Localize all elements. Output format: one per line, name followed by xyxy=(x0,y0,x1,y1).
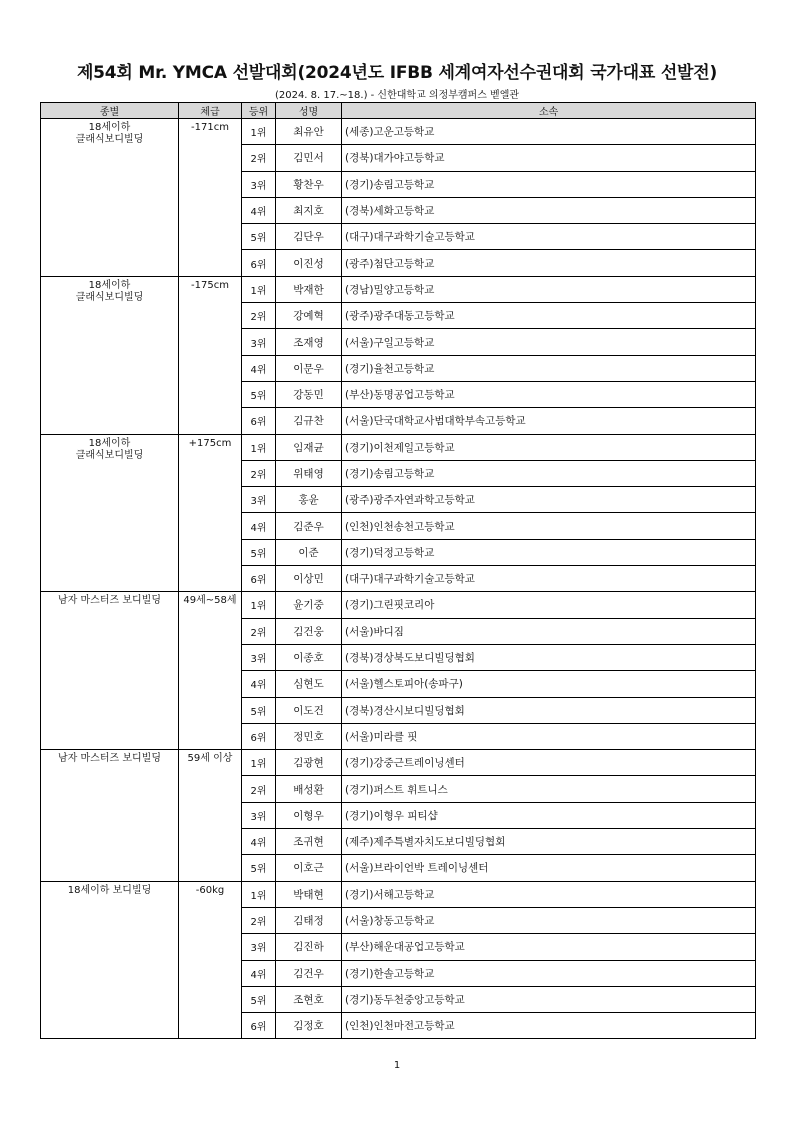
rank-cell: 4위 xyxy=(242,197,276,223)
affiliation-cell: (광주)첨단고등학교 xyxy=(342,250,756,276)
name-cell: 배성환 xyxy=(276,776,342,802)
affiliation-cell: (세종)고운고등학교 xyxy=(342,119,756,145)
affiliation-cell: (경기)송림고등학교 xyxy=(342,460,756,486)
affiliation-cell: (경북)경상북도보디빌딩협회 xyxy=(342,644,756,670)
affiliation-cell: (서울)미라클 핏 xyxy=(342,723,756,749)
rank-cell: 2위 xyxy=(242,907,276,933)
category-cell xyxy=(41,881,179,1039)
rank-cell: 2위 xyxy=(242,303,276,329)
weight-class-cell: -60kg xyxy=(179,881,242,1039)
rank-cell: 5위 xyxy=(242,697,276,723)
category-cell xyxy=(41,750,179,881)
category-line: 클래식보디빌딩 xyxy=(75,134,144,145)
rank-cell: 1위 xyxy=(242,434,276,460)
name-cell: 박태현 xyxy=(276,881,342,907)
name-cell: 김정호 xyxy=(276,1013,342,1039)
name-cell: 조재영 xyxy=(276,329,342,355)
affiliation-cell: (경기)그린핏코리아 xyxy=(342,592,756,618)
name-cell: 조현호 xyxy=(276,986,342,1012)
weight-class-cell: -175cm xyxy=(179,276,242,434)
header-affiliation: 소속 xyxy=(342,103,756,119)
rank-cell: 3위 xyxy=(242,934,276,960)
category-cell xyxy=(41,592,179,750)
rank-cell: 6위 xyxy=(242,408,276,434)
name-cell: 김준우 xyxy=(276,513,342,539)
affiliation-cell: (인천)인천송천고등학교 xyxy=(342,513,756,539)
affiliation-cell: (경남)밀양고등학교 xyxy=(342,276,756,302)
name-cell: 강동민 xyxy=(276,381,342,407)
table-row xyxy=(41,119,756,145)
category-line: 18세이하 보디빌딩 xyxy=(67,884,152,896)
affiliation-cell: (경기)덕정고등학교 xyxy=(342,539,756,565)
rank-cell: 5위 xyxy=(242,539,276,565)
affiliation-cell: (경기)송림고등학교 xyxy=(342,171,756,197)
table-row xyxy=(41,750,756,776)
name-cell: 이준 xyxy=(276,539,342,565)
rank-cell: 2위 xyxy=(242,145,276,171)
name-cell: 정민호 xyxy=(276,723,342,749)
affiliation-cell: (대구)대구과학기술고등학교 xyxy=(342,566,756,592)
affiliation-cell: (서울)헬스토피아(송파구) xyxy=(342,671,756,697)
affiliation-cell: (서울)구일고등학교 xyxy=(342,329,756,355)
affiliation-cell: (부산)해운대공업고등학교 xyxy=(342,934,756,960)
affiliation-cell: (경기)율천고등학교 xyxy=(342,355,756,381)
category-cell xyxy=(41,434,179,592)
category-cell xyxy=(41,276,179,434)
table-row xyxy=(41,592,756,618)
rank-cell: 4위 xyxy=(242,829,276,855)
results-table xyxy=(40,102,756,1039)
affiliation-cell: (경기)퍼스트 휘트니스 xyxy=(342,776,756,802)
rank-cell: 2위 xyxy=(242,776,276,802)
name-cell: 심현도 xyxy=(276,671,342,697)
weight-class-cell: -171cm xyxy=(179,119,242,277)
rank-cell: 5위 xyxy=(242,855,276,881)
rank-cell: 5위 xyxy=(242,381,276,407)
affiliation-cell: (서울)브라이언박 트레이닝센터 xyxy=(342,855,756,881)
name-cell: 김건웅 xyxy=(276,618,342,644)
affiliation-cell: (광주)광주대동고등학교 xyxy=(342,303,756,329)
name-cell: 이문우 xyxy=(276,355,342,381)
name-cell: 이진성 xyxy=(276,250,342,276)
name-cell: 김광현 xyxy=(276,750,342,776)
header-category: 종별 xyxy=(41,103,179,119)
rank-cell: 6위 xyxy=(242,250,276,276)
name-cell: 강예혁 xyxy=(276,303,342,329)
rank-cell: 3위 xyxy=(242,171,276,197)
category-line: 남자 마스터즈 보디빌딩 xyxy=(58,753,161,765)
category-line: 클래식보디빌딩 xyxy=(75,449,144,461)
affiliation-cell: (대구)대구과학기술고등학교 xyxy=(342,224,756,250)
category-line: 남자 마스터즈 보디빌딩 xyxy=(58,595,161,607)
name-cell: 최지호 xyxy=(276,197,342,223)
header-rank: 등위 xyxy=(242,103,276,119)
affiliation-cell: (경기)한솔고등학교 xyxy=(342,960,756,986)
affiliation-cell: (경북)대가야고등학교 xyxy=(342,145,756,171)
document-title: 제54회 Mr. YMCA 선발대회(2024년도 IFBB 세계여자선수권대회 국가대표 선발전) xyxy=(76,63,718,83)
category-line: 18세이하 xyxy=(88,279,131,291)
rank-cell: 3위 xyxy=(242,644,276,670)
header-name: 성명 xyxy=(276,103,342,119)
name-cell: 김진하 xyxy=(276,934,342,960)
rank-cell: 6위 xyxy=(242,723,276,749)
affiliation-cell: (경기)동두천중앙고등학교 xyxy=(342,986,756,1012)
affiliation-cell: (경기)이형우 피티샵 xyxy=(342,802,756,828)
page-number: 1 xyxy=(393,1060,401,1071)
affiliation-cell: (광주)광주자연과학고등학교 xyxy=(342,487,756,513)
rank-cell: 2위 xyxy=(242,618,276,644)
name-cell: 이호근 xyxy=(276,855,342,881)
rank-cell: 1위 xyxy=(242,119,276,145)
name-cell: 임재균 xyxy=(276,434,342,460)
name-cell: 김태정 xyxy=(276,907,342,933)
rank-cell: 1위 xyxy=(242,750,276,776)
rank-cell: 4위 xyxy=(242,960,276,986)
weight-class-cell: 49세~58세 xyxy=(179,592,242,750)
rank-cell: 4위 xyxy=(242,355,276,381)
affiliation-cell: (서울)바디짐 xyxy=(342,618,756,644)
name-cell: 홍윤 xyxy=(276,487,342,513)
rank-cell: 4위 xyxy=(242,671,276,697)
table-header-row xyxy=(41,103,756,119)
rank-cell: 6위 xyxy=(242,566,276,592)
category-cell xyxy=(41,119,179,277)
affiliation-cell: (제주)제주특별자치도보디빌딩협회 xyxy=(342,829,756,855)
table-row xyxy=(41,276,756,302)
affiliation-cell: (경기)이천제일고등학교 xyxy=(342,434,756,460)
affiliation-cell: (서울)창동고등학교 xyxy=(342,907,756,933)
affiliation-cell: (경기)서해고등학교 xyxy=(342,881,756,907)
weight-class-cell: +175cm xyxy=(179,434,242,592)
weight-class-cell: 59세 이상 xyxy=(179,750,242,881)
table-row xyxy=(41,881,756,907)
header-weight-class: 체급 xyxy=(179,103,242,119)
rank-cell: 3위 xyxy=(242,802,276,828)
rank-cell: 6위 xyxy=(242,1013,276,1039)
name-cell: 이종호 xyxy=(276,644,342,670)
rank-cell: 5위 xyxy=(242,224,276,250)
rank-cell: 3위 xyxy=(242,487,276,513)
affiliation-cell: (부산)동명공업고등학교 xyxy=(342,381,756,407)
affiliation-cell: (서울)단국대학교사범대학부속고등학교 xyxy=(342,408,756,434)
name-cell: 이상민 xyxy=(276,566,342,592)
name-cell: 김규찬 xyxy=(276,408,342,434)
rank-cell: 3위 xyxy=(242,329,276,355)
rank-cell: 5위 xyxy=(242,986,276,1012)
name-cell: 황찬우 xyxy=(276,171,342,197)
event-date-venue: (2024. 8. 17.~18.) - 신한대학교 의정부캠퍼스 벧엘관 xyxy=(274,90,520,101)
name-cell: 조귀현 xyxy=(276,829,342,855)
name-cell: 이형우 xyxy=(276,802,342,828)
name-cell: 최유안 xyxy=(276,119,342,145)
name-cell: 이도건 xyxy=(276,697,342,723)
category-line: 18세이하 xyxy=(88,437,131,449)
affiliation-cell: (경북)경산시보디빌딩협회 xyxy=(342,697,756,723)
name-cell: 김민서 xyxy=(276,145,342,171)
affiliation-cell: (경기)강중근트레이닝센터 xyxy=(342,750,756,776)
affiliation-cell: (인천)인천마전고등학교 xyxy=(342,1013,756,1039)
rank-cell: 1위 xyxy=(242,881,276,907)
rank-cell: 4위 xyxy=(242,513,276,539)
name-cell: 김건우 xyxy=(276,960,342,986)
name-cell: 박재한 xyxy=(276,276,342,302)
category-line: 18세이하 xyxy=(88,122,131,133)
results-body xyxy=(41,119,756,1039)
rank-cell: 1위 xyxy=(242,592,276,618)
category-line: 클래식보디빌딩 xyxy=(75,291,144,303)
table-row xyxy=(41,434,756,460)
affiliation-cell: (경북)세화고등학교 xyxy=(342,197,756,223)
name-cell: 위태영 xyxy=(276,460,342,486)
rank-cell: 1위 xyxy=(242,276,276,302)
rank-cell: 2위 xyxy=(242,460,276,486)
name-cell: 윤기중 xyxy=(276,592,342,618)
name-cell: 김단우 xyxy=(276,224,342,250)
